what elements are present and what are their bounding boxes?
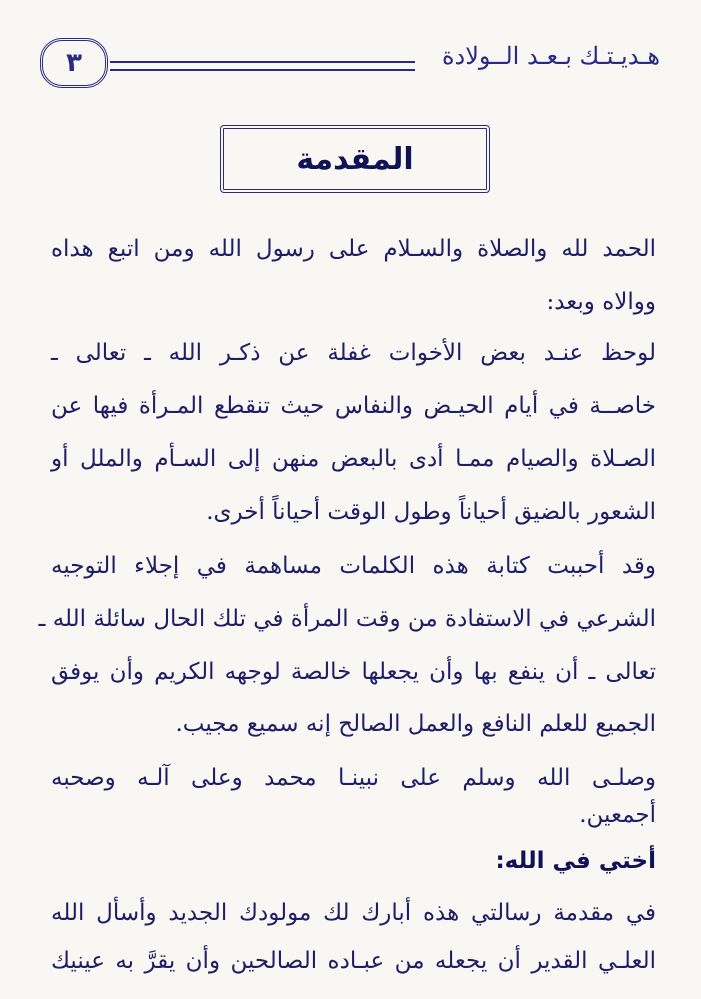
body-line: وصلـى الله وسلم على نبينـا محمد وعلى آلـه وصحبه [51,765,656,791]
header-rule [110,61,415,71]
body-line: تعالى ـ أن ينفع بها وأن يجعلها خالصة لوجهه الكريم وأن يوفق [51,659,656,685]
body-line: خاصــة في أيام الحيـض والنفاس حيث تنقطع المـرأة فيها عن [51,393,656,419]
body-line: وقد أحببت كتابة هذه الكلمات مساهمة في إجلاء التوجيه [51,553,656,579]
section-title-box [220,125,490,193]
body-line: لوحظ عنـد بعض الأخوات غفلة عن ذكـر الله ـ تعالى ـ [51,340,656,366]
page-number-frame [40,38,108,88]
running-title: هـديـتـك بـعـد الــولادة [441,42,660,70]
body-line: ووالاه وبعد: [546,289,656,315]
body-line: أجمعين. [579,802,656,828]
body-line: الحمد لله والصلاة والسـلام على رسول الله ومن اتبع هداه [51,236,656,262]
body-line: الشرعي في الاستفادة من وقت المرأة في تلك الحال سائلة الله ـ [38,606,656,632]
body-line: في مقدمة رسالتي هذه أبارك لك مولودك الجديد وأسأل الله [51,900,656,926]
bleed-through-texture [40,100,661,124]
subheading: أختي في الله: [495,848,656,874]
section-title: المقدمة [296,141,414,177]
body-line: العلـي القدير أن يجعله من عبـاده الصالحين وأن يقرَّ به عينيك [51,948,656,974]
page-header [40,36,660,84]
page-number: ٣ [66,48,82,78]
body-line: الجميع للعلم النافع والعمل الصالح إنه سميع مجيب. [175,711,656,737]
body-line: الشعور بالضيق أحياناً وطول الوقت أحياناً أخرى. [206,499,656,525]
body-line: الصـلاة والصيام ممـا أدى بالبعض منهن إلى السـأم والملل أو [51,446,656,472]
